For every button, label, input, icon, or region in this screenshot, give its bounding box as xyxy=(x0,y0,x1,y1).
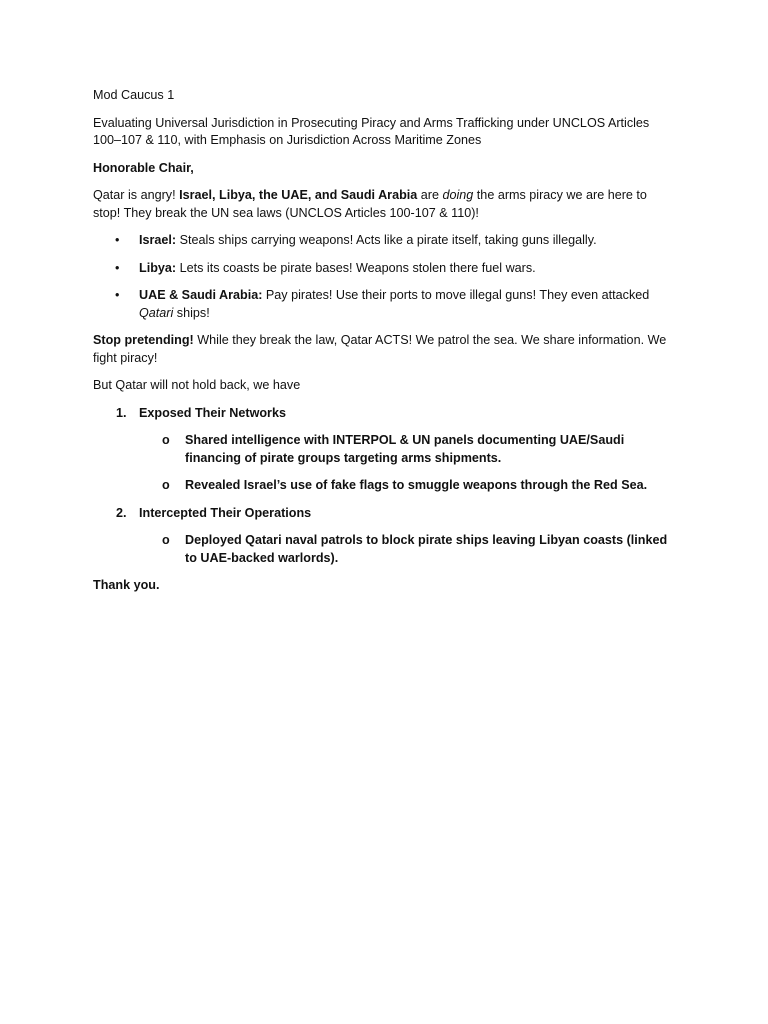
list-number: 2. xyxy=(116,505,127,520)
intro-text-5: the arms piracy we are here to stop! They break the UN sea laws (UNCLOS Articles 100-107 & 110)! xyxy=(93,188,647,220)
sub-list-item xyxy=(162,532,670,567)
bullet-label: Libya: xyxy=(139,260,177,275)
list-item xyxy=(139,260,670,278)
intro-text-1: Qatar is angry! xyxy=(93,188,180,202)
salutation: Honorable Chair, xyxy=(93,160,194,175)
intro-emphasis: doing xyxy=(442,188,474,202)
stop-text: While they break the law, Qatar ACTS! We patrol the sea. We share information. We fight piracy! xyxy=(93,333,667,365)
sub-list xyxy=(139,432,670,495)
bullet-label: UAE & Saudi Arabia: xyxy=(139,288,263,302)
stop-paragraph xyxy=(93,332,670,367)
intro-text-3: are xyxy=(417,188,443,202)
action-title: Intercepted Their Operations xyxy=(139,505,312,520)
stop-bold: Stop pretending! xyxy=(93,333,194,347)
actions-list xyxy=(93,405,670,568)
doc-topic: Evaluating Universal Jurisdiction in Prosecuting Piracy and Arms Trafficking under UNCLOS Articles 100–107 & 110, with Emphasis on Jurisdiction Across Maritime Zones xyxy=(93,115,650,147)
bullet-label: Israel: xyxy=(139,233,177,247)
list-item xyxy=(139,287,670,322)
bullet-emphasis: Qatari xyxy=(139,305,174,320)
sub-list-item xyxy=(162,432,670,467)
sub-list-item xyxy=(162,477,670,495)
sub-bullet-icon: o xyxy=(162,433,170,447)
action-title-row xyxy=(116,405,670,423)
sub-list xyxy=(139,532,670,567)
sub-bullet-icon: o xyxy=(162,478,170,492)
intro-countries: Israel, Libya, the UAE, and Saudi Arabia xyxy=(179,188,418,202)
bullet-text: Steals ships carrying weapons! Acts like a pirate itself, taking guns illegally. xyxy=(176,233,597,247)
list-item xyxy=(116,505,670,568)
accusation-list xyxy=(93,232,670,322)
action-title: Exposed Their Networks xyxy=(139,405,286,420)
sub-item-text: Revealed Israel’s use of fake flags to smuggle weapons through the Red Sea. xyxy=(185,478,648,492)
lead-in: But Qatar will not hold back, we have xyxy=(93,378,301,392)
list-number: 1. xyxy=(116,405,127,420)
list-item xyxy=(139,232,670,250)
bullet-text: Lets its coasts be pirate bases! Weapons stolen there fuel wars. xyxy=(176,260,536,275)
bullet-text: Pay pirates! Use their ports to move illegal guns! They even attacked xyxy=(262,288,650,302)
closing: Thank you. xyxy=(93,578,160,592)
intro-paragraph xyxy=(93,187,670,222)
bullet-tail: ships! xyxy=(173,305,210,320)
sub-item-text: Shared intelligence with INTERPOL & UN panels documenting UAE/Saudi financing of pirate groups targeting arms shipments. xyxy=(185,433,625,465)
sub-item-text: Deployed Qatari naval patrols to block pirate ships leaving Libyan coasts (linked to UAE-backed warlords). xyxy=(185,533,668,565)
doc-heading: Mod Caucus 1 xyxy=(93,88,175,102)
list-item xyxy=(116,405,670,495)
sub-bullet-icon: o xyxy=(162,533,170,547)
action-title-row xyxy=(116,505,670,523)
